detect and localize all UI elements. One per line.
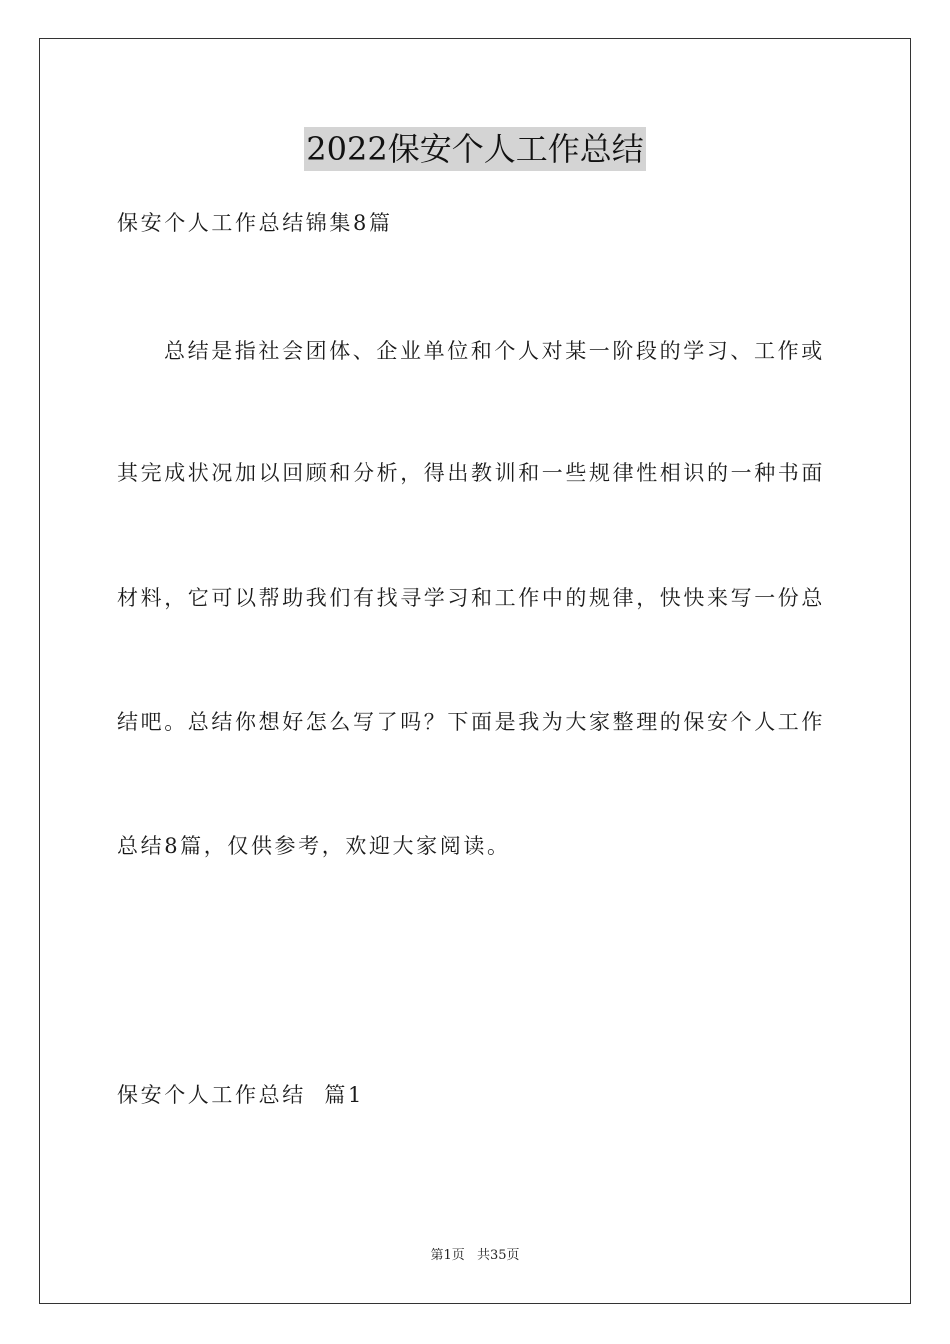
document-title: 2022保安个人工作总结 bbox=[304, 127, 645, 171]
paragraph-line-5: 总结8篇，仅供参考，欢迎大家阅读。 bbox=[117, 834, 511, 858]
page-footer bbox=[0, 1247, 950, 1265]
section-heading: 保安个人工作总结 篇1 bbox=[117, 1083, 364, 1107]
paragraph-line-3: 材料，它可以帮助我们有找寻学习和工作中的规律，快快来写一份总 bbox=[117, 586, 825, 610]
title-container bbox=[0, 127, 950, 171]
paragraph-line-2: 其完成状况加以回顾和分析，得出教训和一些规律性相识的一种书面 bbox=[117, 461, 825, 485]
document-subtitle: 保安个人工作总结锦集8篇 bbox=[117, 211, 393, 235]
paragraph-line-1: 总结是指社会团体、企业单位和个人对某一阶段的学习、工作或 bbox=[164, 339, 825, 363]
page-total: 共35页 bbox=[476, 1248, 520, 1263]
paragraph-line-4: 结吧。总结你想好怎么写了吗？下面是我为大家整理的保安个人工作 bbox=[117, 710, 825, 734]
page-number: 第1页 bbox=[430, 1248, 465, 1263]
